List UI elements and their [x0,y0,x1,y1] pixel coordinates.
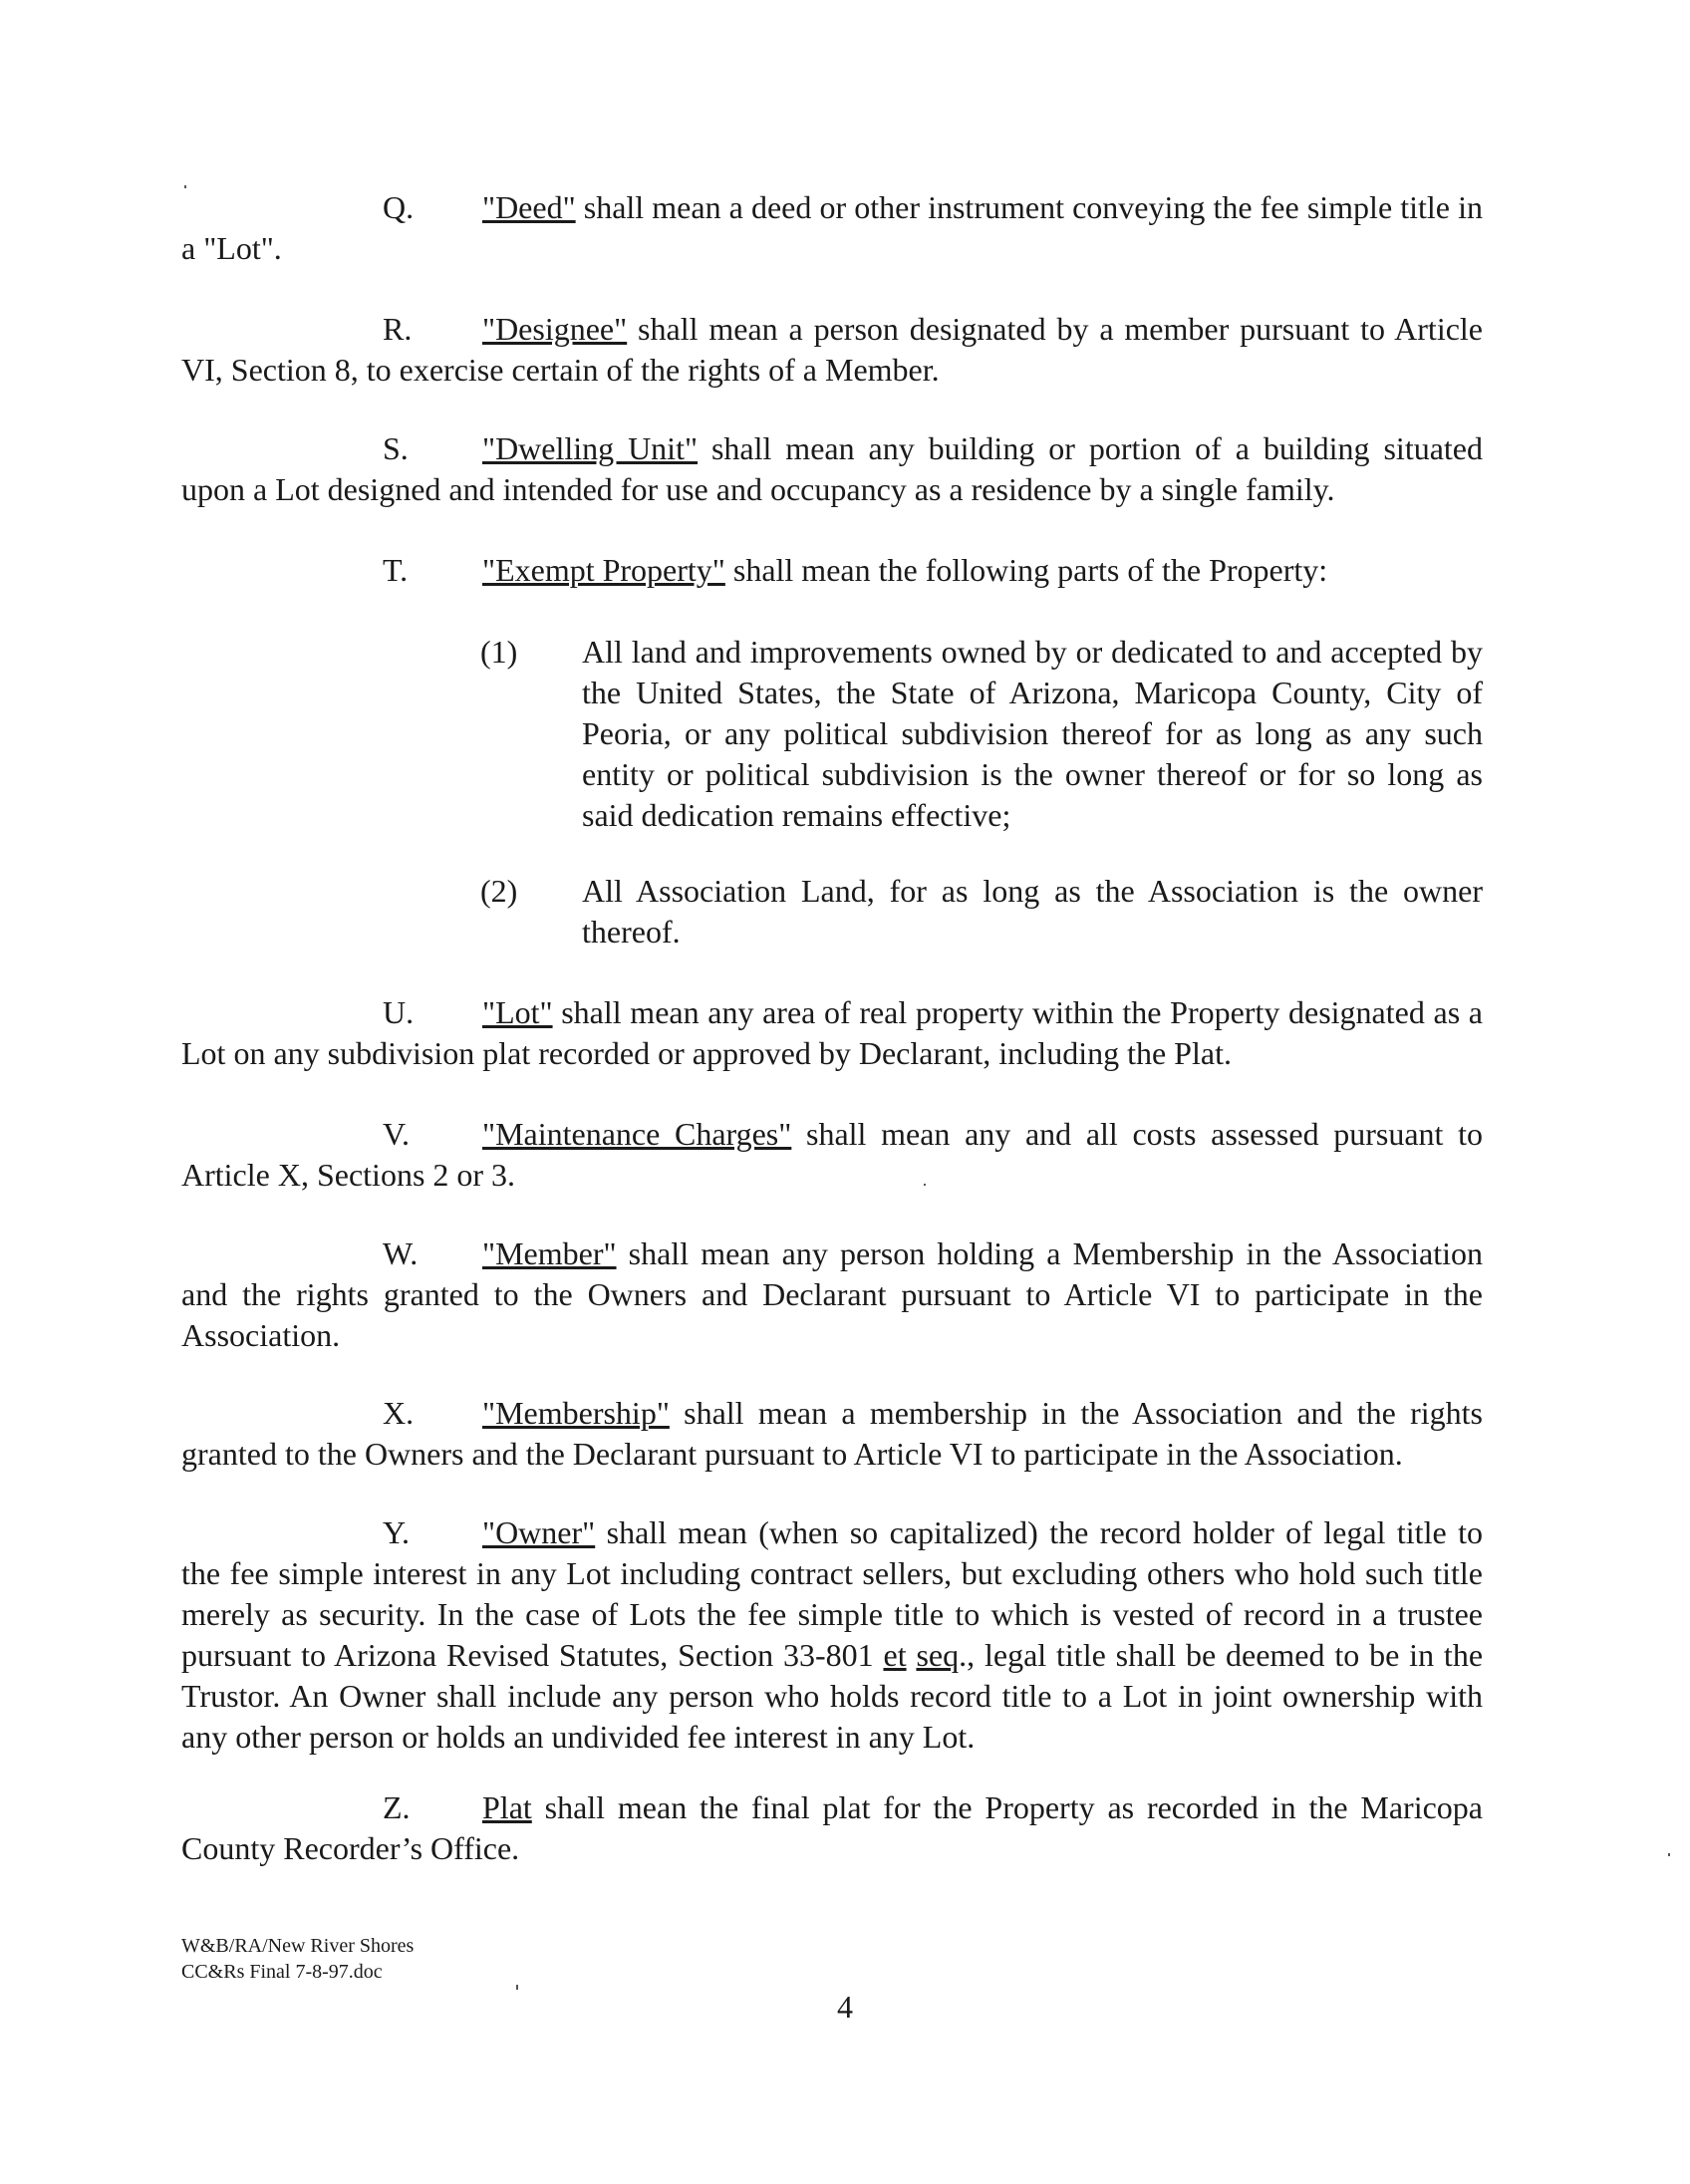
defined-term: "Lot" [482,994,553,1030]
definition-letter: R. [383,311,413,347]
definition-v [181,1114,1483,1196]
definition-text: shall mean (when so capitalized) the record holder of legal title to the fee simple interest in any Lot including contract sellers, but excluding others who hold such title merely as security. In the case of Lots the fee simple title to which is vested of record in a trustee pursuant to Arizona Revised Statutes, Section 33-801 [181,1514,1483,1673]
definition-q [181,187,1483,269]
defined-term: "Exempt Property" [482,552,725,588]
definition-x [181,1393,1483,1475]
subitem-t-1 [480,632,1483,836]
defined-term: "Membership" [482,1395,670,1431]
definition-t [181,550,1483,591]
defined-term: "Designee" [482,311,628,347]
definition-letter: X. [383,1395,415,1431]
definition-text: shall mean any building or portion of a building situated upon a Lot designed and intended for use and occupancy as a residence by a single family. [181,430,1484,507]
definition-y [181,1512,1483,1758]
subitem-text: All land and improvements owned by or dedicated to and accepted by the United States, the State of Arizona, Maricopa County, City of Peoria, or any political subdivision thereof for as long as any such entity or political subdivision is the owner thereof or for so long as said dedication remains effective; [582,634,1483,833]
scan-speck [924,1184,926,1186]
definition-letter: U. [383,994,415,1030]
definition-text: shall mean the following parts of the Property: [724,552,1328,588]
document-footer [181,1933,414,1985]
subitem-number: (2) [480,873,518,909]
definition-letter: Z. [383,1789,411,1825]
definition-text: shall mean any and all costs assessed pursuant to Article X, Sections 2 or 3. [181,1116,1484,1193]
subitem-t-2 [480,871,1483,953]
definition-w [181,1233,1483,1356]
definition-letter: V. [383,1116,410,1152]
scan-speck [184,185,186,188]
definition-letter: W. [383,1235,419,1271]
definition-letter: Y. [383,1514,410,1550]
definition-letter: T. [383,552,409,588]
definition-text: shall mean a person designated by a member pursuant to Article VI, Section 8, to exercise certain of the rights of a Member. [181,311,1483,388]
definition-u [181,992,1483,1074]
defined-term: "Dwelling Unit" [482,430,699,466]
definition-letter: Q. [383,189,415,225]
subitem-number: (1) [480,634,518,670]
definition-letter: S. [383,430,409,466]
defined-term: "Maintenance Charges" [482,1116,792,1152]
defined-term: "Member" [482,1235,617,1271]
definition-z [181,1787,1483,1869]
defined-term: "Owner" [482,1514,596,1550]
scan-speck [516,1985,518,1990]
definition-text: shall mean the final plat for the Property as recorded in the Maricopa County Recorder’s Office. [181,1789,1483,1866]
definition-text: shall mean any person holding a Membership in the Association and the rights granted to the Owners and Declarant pursuant to Article VI to participate in the Association. [181,1235,1483,1353]
latin-seq: seq [916,1637,960,1673]
latin-et: et [883,1637,907,1673]
page-number: 4 [837,1989,853,2025]
defined-term: "Deed" [482,189,576,225]
definition-text: shall mean any area of real property within the Property designated as a Lot on any subdivision plat recorded or approved by Declarant, including the Plat. [181,994,1483,1071]
definition-text-cont: ., legal title shall be deemed to be in the Trustor. An Owner shall include any person who holds record title to a Lot in joint ownership with any other person or holds an undivided fee interest in any Lot. [181,1637,1484,1755]
defined-term: Plat [482,1789,532,1825]
definition-s [181,428,1483,510]
footer-line-2: CC&Rs Final 7-8-97.doc [181,1961,383,1983]
scan-speck [1668,1853,1670,1856]
definition-r [181,309,1483,391]
footer-line-1: W&B/RA/New River Shores [181,1935,415,1957]
subitem-text: All Association Land, for as long as the Association is the owner thereof. [582,873,1483,950]
definition-text: shall mean a deed or other instrument conveying the fee simple title in a "Lot". [181,189,1483,266]
definition-text: shall mean a membership in the Association and the rights granted to the Owners and the Declarant pursuant to Article VI to participate in the Association. [181,1395,1483,1472]
